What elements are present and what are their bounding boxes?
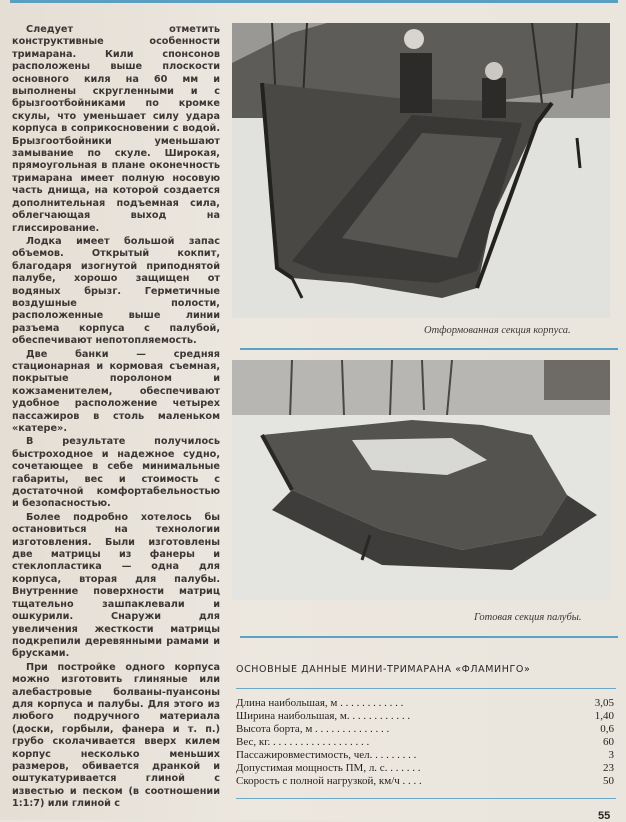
spec-row: Скорость с полной нагрузкой, км/ч . . . . 50 [236, 775, 614, 787]
paragraph: Следует отметить конструктивные особенности тримарана. Кили спонсонов расположены выше плоскости основного киля на 60 мм и выполнены скругленными и с брызгоотбойниками по кромке скулы, что уменьшает силу удара корпуса в соприкосновении с водой. Брызгоотбойники уменьшают замывание по скуле. Широкая, прямоугольная в плане оконечность тримарана имеет полную носовую часть днища, на которой создается дополнительная подъемная сила, облегчающая выход на глиссирование. [12, 24, 220, 234]
photo-hull-section [232, 23, 610, 318]
article-text-column [12, 24, 220, 811]
spec-row: Вес, кг. . . . . . . . . . . . . . . . . . . 60 [236, 736, 614, 748]
paragraph: Две банки — средняя стационарная и кормовая съемная, покрытые поролоном и кожзаменителем, обеспечивают удобное расположение четырех пассажиров в столь маленьком «катере». [12, 348, 220, 434]
paragraph: При постройке одного корпуса можно изготовить глиняные или алебастровые болваны-пуансоны для корпуса и палубы. Для этого из любого подручного материала (доски, горбыли, фанера и т. п.) грубо сколачивается вверх килем корпус несколько меньших размеров, обивается дранкой и оштукатуривается глиной с известью и песком (в соотношении 1:1:7) или глиной с [12, 661, 220, 810]
spec-row: Ширина наибольшая, м. . . . . . . . . . . . 1,40 [236, 710, 614, 722]
top-rule [10, 0, 618, 3]
specs-table [236, 697, 614, 788]
caption-rule [240, 636, 618, 638]
paragraph: Лодка имеет большой запас объемов. Открытый кокпит, благодаря изогнутой приподнятой палубе, хорошо защищен от водяных брызг. Герметичные воздушные полости, расположенные выше линии разъема корпуса с палубой, обеспечивают непотопляемость. [12, 235, 220, 347]
caption-rule [240, 348, 618, 350]
photo-caption-1: Отформованная секция корпуса. [424, 325, 571, 336]
specs-bottom-rule [236, 798, 616, 799]
paragraph: Более подробно хотелось бы остановиться на технологии изготовления. Были изготовлены две матрицы из фанеры и стеклопластика — одна для корпуса, вторая для палубы. Внутренние поверхности матриц тщательно зашпаклевали и ошкурили. Снаружи для увеличения жесткости матрицы подкрепили деревянными рамами и брусками. [12, 511, 220, 660]
spec-row: Высота борта, м . . . . . . . . . . . . . . 0,6 [236, 723, 614, 735]
spec-row: Длина наибольшая, м . . . . . . . . . . . . 3,05 [236, 697, 614, 709]
photo-deck-section [232, 360, 610, 600]
page-number: 55 [598, 810, 611, 822]
spec-row: Пассажировместимость, чел. . . . . . . . . 3 [236, 749, 614, 761]
specs-title-rule [236, 688, 616, 689]
spec-row: Допустимая мощность ПМ, л. с. . . . . . . 23 [236, 762, 614, 774]
specs-title: ОСНОВНЫЕ ДАННЫЕ МИНИ-ТРИМАРАНА «ФЛАМИНГО» [236, 664, 531, 675]
photo-caption-2: Готовая секция палубы. [474, 612, 582, 623]
paragraph: В результате получилось быстроходное и надежное судно, сочетающее в себе минимальные габариты, вес и стоимость с достаточной комфортабельностью и безопасностью. [12, 436, 220, 510]
